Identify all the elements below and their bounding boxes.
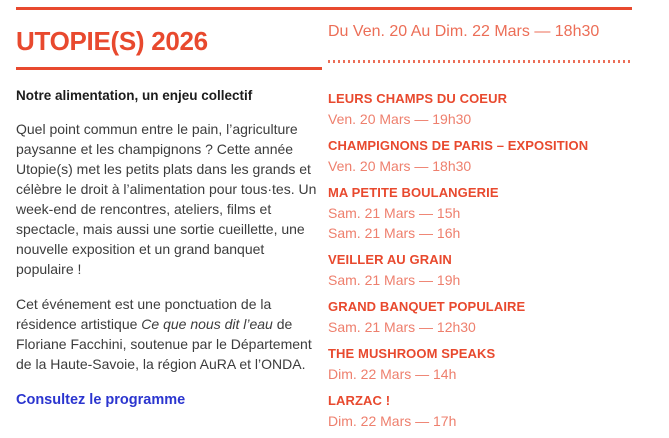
event-title[interactable]: LARZAC ! — [328, 393, 391, 408]
event-title[interactable]: THE MUSHROOM SPEAKS — [328, 346, 496, 361]
event-date: Sam. 21 Mars — 16h — [328, 225, 461, 241]
event-date: Ven. 20 Mars — 19h30 — [328, 111, 472, 127]
event-dates — [328, 156, 633, 176]
event-dates — [328, 364, 633, 384]
event-title[interactable]: GRAND BANQUET POPULAIRE — [328, 299, 526, 314]
event-group — [328, 391, 633, 431]
event-dates — [328, 317, 633, 337]
event-title[interactable]: MA PETITE BOULANGERIE — [328, 185, 499, 200]
program-link[interactable]: Consultez le programme — [16, 392, 186, 408]
event-date: Sam. 21 Mars — 15h — [328, 205, 461, 221]
paragraph-2-text: Cet événement est une ponctuation de la résidence artistique — [16, 296, 272, 332]
agenda-column — [328, 10, 633, 438]
paragraph-2-text-end: de Floriane Facchini, soutenue par le Département de la Haute-Savoie, la région AuRA et l’ONDA. — [16, 316, 312, 372]
event-group — [328, 297, 633, 337]
event-group — [328, 136, 633, 176]
article-paragraph-2 — [16, 294, 322, 374]
article-column — [16, 10, 322, 409]
event-date: Dim. 22 Mars — 17h — [328, 413, 457, 429]
event-group — [328, 183, 633, 243]
event-dates — [328, 270, 633, 290]
event-dates — [328, 109, 633, 129]
event-title[interactable]: LEURS CHAMPS DU COEUR — [328, 91, 508, 106]
title-divider — [16, 67, 322, 70]
event-title[interactable]: CHAMPIGNONS DE PARIS – EXPOSITION — [328, 138, 589, 153]
agenda-date-range: Du Ven. 20 Au Dim. 22 Mars — 18h30 — [328, 23, 600, 40]
page-title: UTOPIE(S) 2026 — [16, 26, 208, 56]
event-title[interactable]: VEILLER AU GRAIN — [328, 252, 452, 267]
event-date: Sam. 21 Mars — 12h30 — [328, 319, 476, 335]
event-dates — [328, 411, 633, 431]
event-date: Ven. 20 Mars — 18h30 — [328, 158, 472, 174]
residency-title-italic: Ce que nous dit l’eau — [141, 316, 273, 332]
event-date: Dim. 22 Mars — 14h — [328, 366, 457, 382]
article-subtitle: Notre alimentation, un enjeu collectif — [16, 88, 253, 103]
event-group — [328, 89, 633, 129]
event-group — [328, 344, 633, 384]
events-list — [328, 89, 633, 431]
event-group — [328, 250, 633, 290]
article-paragraph-1: Quel point commun entre le pain, l’agriculture paysanne et les champignons ? Cette année Utopie(s) met les petits plats dans les grands et célèbre le droit à l’alimentation pour tous·tes. Un week-end de rencontres, ateliers, films et spectacle, mais aussi une sortie cueillette, une nouvelle exposition et un grand banquet populaire ! — [16, 121, 317, 277]
event-dates — [328, 203, 633, 243]
event-date: Sam. 21 Mars — 19h — [328, 272, 461, 288]
dotted-divider — [328, 60, 631, 63]
